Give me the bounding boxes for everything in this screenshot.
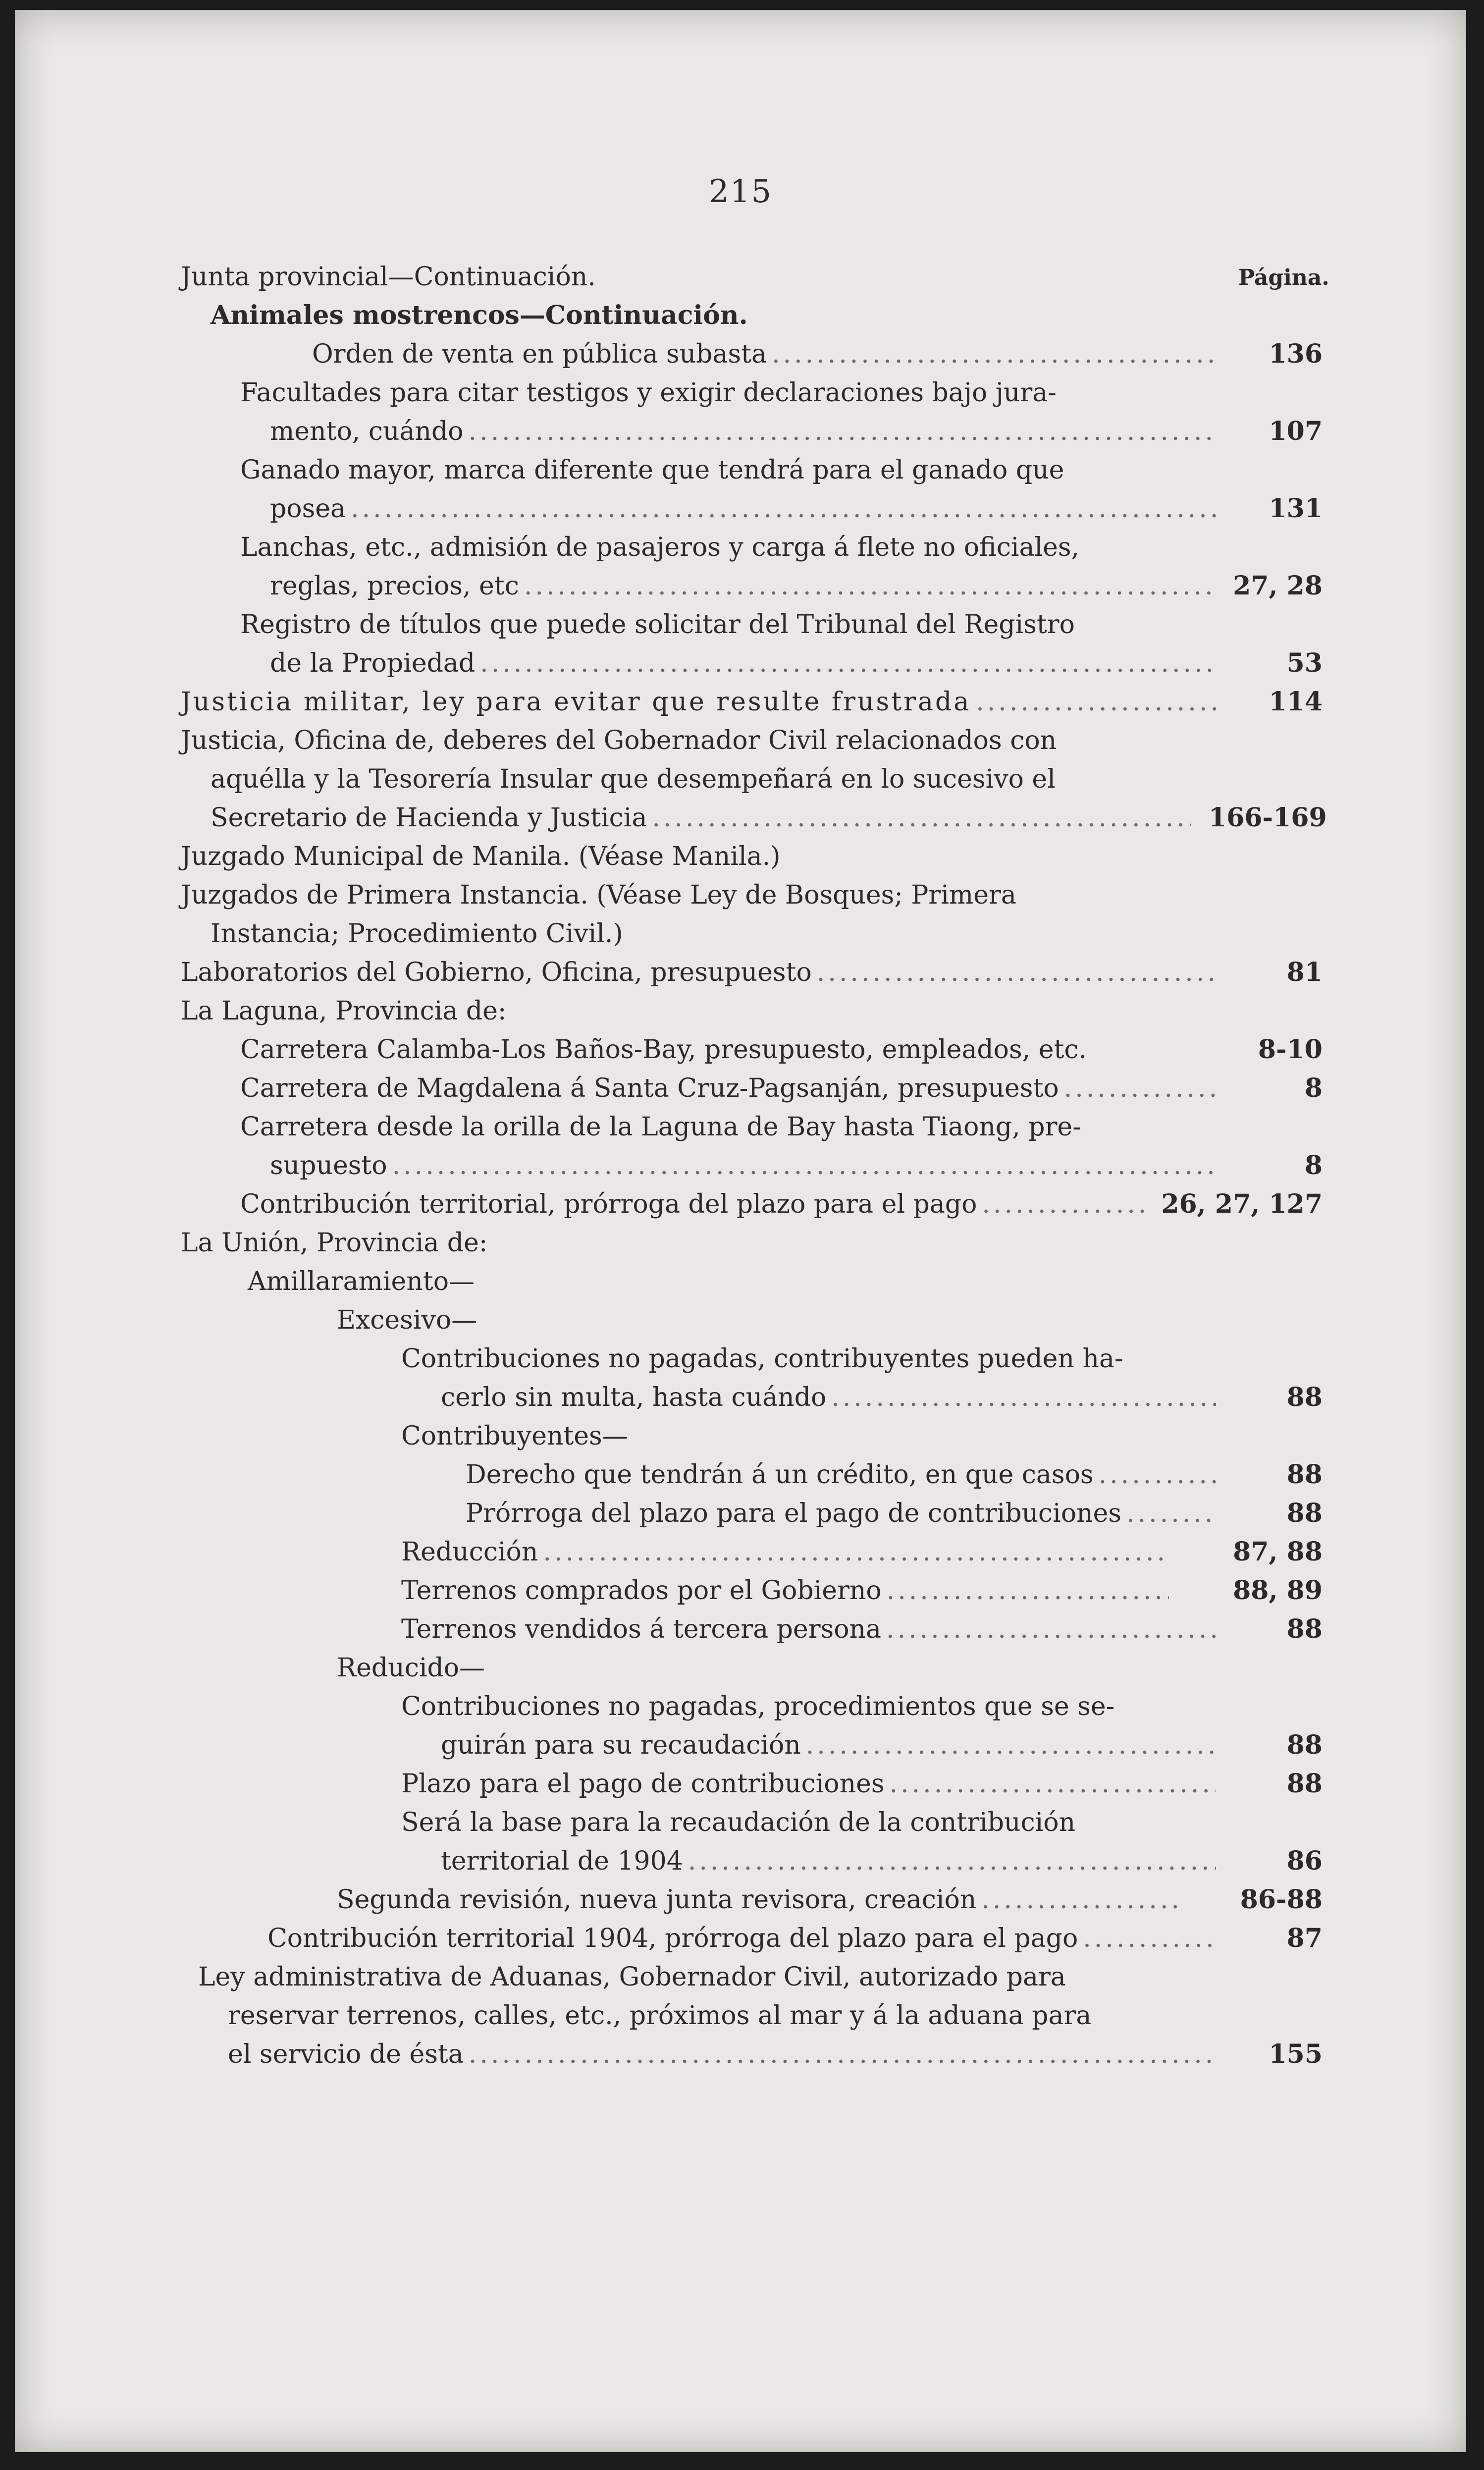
entry-line: guirán para su recaudación — [441, 1730, 801, 1760]
entry-page: 136 — [1269, 339, 1323, 369]
index-entry — [15, 837, 1466, 876]
entry-line: reglas, precios, etc — [270, 571, 519, 601]
entry-page: 131 — [1269, 493, 1323, 524]
entry-line: reservar terrenos, calles, etc., próximos al mar y á la aduana para — [228, 2001, 1092, 2031]
entry-page: 8 — [1304, 1150, 1323, 1181]
entry-line: cerlo sin multa, hasta cuándo — [441, 1383, 827, 1412]
index-entry — [15, 683, 1466, 721]
entry-line: Instancia; Procedimiento Civil.) — [211, 919, 623, 949]
entry-line: Contribución territorial 1904, prórroga del plazo para el pago — [267, 1924, 1078, 1953]
entry-line: territorial de 1904 — [441, 1846, 683, 1876]
entry-line: La Unión, Provincia de: — [181, 1228, 488, 1258]
index-entry — [15, 1030, 1466, 1069]
entry-line: Reducción — [401, 1537, 538, 1567]
entry-page: 155 — [1269, 2039, 1323, 2069]
index-list — [15, 258, 1466, 2074]
entry-page: 81 — [1286, 957, 1323, 987]
entry-page: 27, 28 — [1233, 571, 1323, 601]
entry-page: 8-10 — [1258, 1034, 1323, 1065]
entry-line: Será la base para la recaudación de la contribución — [401, 1808, 1076, 1837]
entry-line: Prórroga del plazo para el pago de contribuciones — [466, 1499, 1122, 1528]
entry-page: 88 — [1286, 1498, 1323, 1528]
entry-page: 86 — [1286, 1846, 1323, 1876]
index-entry — [15, 1765, 1466, 1803]
entry-line: Carretera de Magdalena á Santa Cruz-Pagsanján, presupuesto — [240, 1074, 1059, 1103]
entry-page: 166-169 — [1209, 803, 1327, 833]
index-entry — [15, 1417, 1466, 1455]
entry-line: Secretario de Hacienda y Justicia — [211, 803, 647, 833]
index-entry — [15, 1069, 1466, 1108]
entry-line: La Laguna, Provincia de: — [181, 996, 507, 1026]
entry-line: Excesivo— — [337, 1305, 477, 1335]
entry-page: 8 — [1304, 1073, 1323, 1103]
index-entry — [15, 1610, 1466, 1649]
entry-line: Carretera Calamba-Los Baños-Bay, presupuesto, empleados, etc. — [240, 1035, 1087, 1065]
entry-page: 88 — [1286, 1730, 1323, 1760]
entry-line: Terrenos comprados por el Gobierno — [401, 1576, 882, 1606]
index-entry — [15, 1494, 1466, 1533]
index-entry — [15, 1340, 1466, 1417]
entry-line: Registro de títulos que puede solicitar del Tribunal del Registro — [240, 610, 1075, 640]
entry-page: 114 — [1269, 687, 1323, 717]
entry-line: Contribuyentes— — [401, 1421, 628, 1451]
entry-line: Ley administrativa de Aduanas, Gobernador Civil, autorizado para — [198, 1962, 1066, 1992]
entry-line: Contribuciones no pagadas, procedimientos que se se- — [401, 1692, 1115, 1721]
entry-page: 26, 27, 127 — [1161, 1189, 1323, 1219]
entry-line: Facultades para citar testigos y exigir declaraciones bajo jura- — [240, 378, 1057, 408]
entry-line: el servicio de ésta — [228, 2040, 464, 2069]
entry-line: Orden de venta en pública subasta — [312, 339, 767, 369]
index-entry — [15, 1803, 1466, 1880]
entry-line: Amillaramiento— — [248, 1267, 475, 1296]
pagina-column-header: Página. — [1238, 265, 1329, 290]
entry-page: 88 — [1286, 1382, 1323, 1412]
entry-page: 86-88 — [1240, 1884, 1323, 1915]
index-entry — [15, 528, 1466, 605]
index-entry — [15, 953, 1466, 992]
index-page — [15, 10, 1466, 2452]
entry-page: 88 — [1286, 1459, 1323, 1490]
page-number: 215 — [708, 173, 773, 210]
entry-page: 87, 88 — [1233, 1537, 1323, 1567]
entry-line: Ganado mayor, marca diferente que tendrá para el ganado que — [240, 455, 1064, 485]
index-entry — [15, 296, 1466, 335]
index-entry — [15, 721, 1466, 837]
index-entry — [15, 1919, 1466, 1958]
entry-page: 88 — [1286, 1614, 1323, 1644]
entry-line: de la Propiedad — [270, 648, 476, 678]
entry-line: Lanchas, etc., admisión de pasajeros y carga á flete no oficiales, — [240, 533, 1080, 562]
entry-page: 107 — [1269, 416, 1323, 446]
index-entry — [15, 1301, 1466, 1340]
entry-line: Contribución territorial, prórroga del plazo para el pago — [240, 1189, 977, 1219]
entry-line: supuesto — [270, 1151, 387, 1181]
index-entry — [15, 1571, 1466, 1610]
index-entry — [15, 1262, 1466, 1301]
entry-page: 53 — [1286, 648, 1323, 678]
entry-line: Junta provincial—Continuación. — [181, 262, 596, 292]
entry-line: posea — [270, 494, 346, 524]
index-entry — [15, 1455, 1466, 1494]
index-entry — [15, 1649, 1466, 1687]
index-entry — [15, 451, 1466, 528]
index-entry — [15, 992, 1466, 1030]
index-entry — [15, 1108, 1466, 1185]
entry-line: Juzgados de Primera Instancia. (Véase Ley de Bosques; Primera — [181, 880, 1016, 910]
entry-line: Laboratorios del Gobierno, Oficina, presupuesto — [181, 958, 812, 987]
index-entry — [15, 1224, 1466, 1262]
entry-line: aquélla y la Tesorería Insular que desempeñará en lo sucesivo el — [211, 764, 1056, 794]
index-entry — [15, 258, 1466, 296]
entry-line: Terrenos vendidos á tercera persona — [401, 1614, 882, 1644]
entry-line: Segunda revisión, nueva junta revisora, creación — [337, 1885, 977, 1915]
entry-line: Derecho que tendrán á un crédito, en que casos — [466, 1460, 1094, 1490]
entry-line: Justicia, Oficina de, deberes del Gobernador Civil relacionados con — [181, 726, 1057, 755]
index-entry — [15, 335, 1466, 374]
entry-line: mento, cuándo — [270, 417, 464, 446]
entry-page: 87 — [1286, 1923, 1323, 1953]
index-entry — [15, 1185, 1466, 1224]
index-entry — [15, 876, 1466, 953]
entry-line: Animales mostrencos—Continuación. — [211, 300, 748, 330]
index-entry — [15, 374, 1466, 451]
entry-line: Juzgado Municipal de Manila. (Véase Manila.) — [181, 842, 781, 871]
index-entry — [15, 1958, 1466, 2074]
index-entry — [15, 1687, 1466, 1765]
entry-line: Carretera desde la orilla de la Laguna de Bay hasta Tiaong, pre- — [240, 1112, 1081, 1142]
index-entry — [15, 1533, 1466, 1571]
entry-line: Plazo para el pago de contribuciones — [401, 1769, 885, 1799]
entry-page: 88, 89 — [1233, 1575, 1323, 1606]
entry-line: Justicia militar, ley para evitar que resulte frustrada — [181, 687, 971, 717]
entry-line: Reducido— — [337, 1653, 485, 1683]
index-entry — [15, 1880, 1466, 1919]
entry-line: Contribuciones no pagadas, contribuyentes pueden ha- — [401, 1344, 1123, 1374]
index-entry — [15, 605, 1466, 683]
entry-page: 88 — [1286, 1769, 1323, 1799]
